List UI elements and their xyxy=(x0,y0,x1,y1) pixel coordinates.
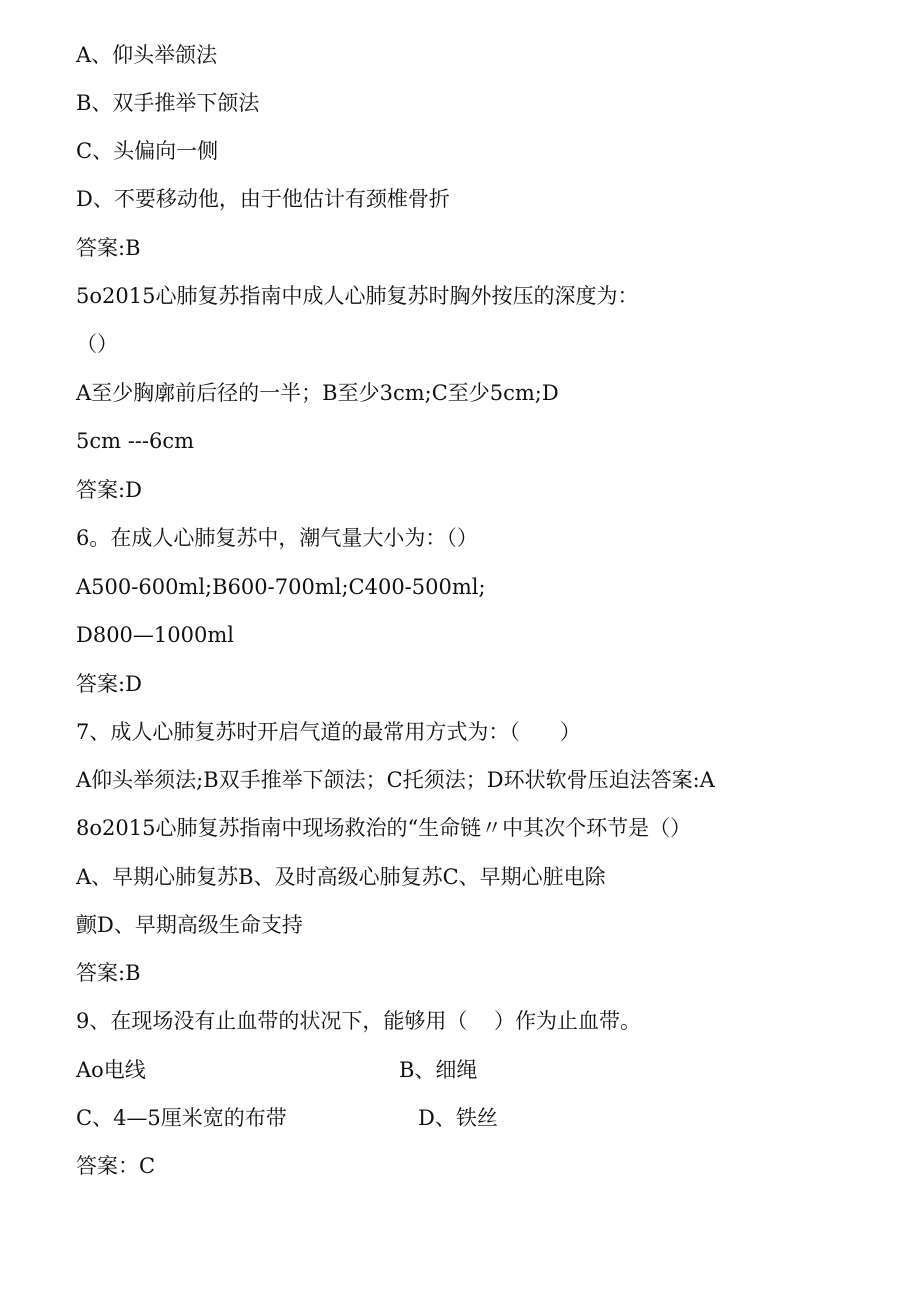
q4-answer: 答案:B xyxy=(76,236,141,260)
q9-answer: 答案：C xyxy=(76,1154,156,1178)
q7-question: 7、成人心肺复苏时开启气道的最常用方式为：（ ） xyxy=(76,720,581,744)
q9-question: 9、在现场没有止血带的状况下，能够用（ ）作为止血带。 xyxy=(76,1009,642,1033)
q5-question: 5o2015心肺复苏指南中成人心肺复苏时胸外按压的深度为： xyxy=(76,284,639,308)
q9-option-d: D、铁丝 xyxy=(418,1106,498,1130)
q6-question: 6。在成人心肺复苏中，潮气量大小为：（） xyxy=(76,526,478,550)
q4-option-c: C、头偏向一侧 xyxy=(76,139,219,163)
q7-options-answer: A仰头举须法;B双手推举下颌法；C托须法；D环状软骨压迫法答案:A xyxy=(76,768,715,792)
q4-option-d: D、不要移动他，由于他估计有颈椎骨折 xyxy=(76,187,450,211)
q5-options-cont: 5cm ---6cm xyxy=(76,429,195,453)
q6-answer: 答案:D xyxy=(76,672,142,696)
q8-options: A、早期心肺复苏B、及时高级心肺复苏C、早期心脏电除 xyxy=(76,865,606,889)
q4-option-b: B、双手推举下颌法 xyxy=(76,91,260,115)
q8-question: 8o2015心肺复苏指南中现场救治的“生命链〃中其次个环节是（） xyxy=(76,816,692,840)
q5-answer: 答案:D xyxy=(76,478,142,502)
q4-option-a: A、仰头举颌法 xyxy=(76,43,218,67)
q6-options: A500-600ml;B600-700ml;C400-500ml; xyxy=(76,575,486,599)
q5-blank: （） xyxy=(76,332,118,356)
q6-options-cont: D800—1000ml xyxy=(76,623,234,647)
q9-option-b: B、细绳 xyxy=(399,1058,478,1082)
q5-options: A至少胸廓前后径的一半；B至少3cm;C至少5cm;D xyxy=(76,381,559,405)
q8-answer: 答案:B xyxy=(76,961,141,985)
q9-option-a: Ao电线 xyxy=(76,1058,146,1082)
q9-option-c: C、4—5厘米宽的布带 xyxy=(76,1106,287,1130)
q8-options-cont: 颤D、早期高级生命支持 xyxy=(76,913,303,937)
